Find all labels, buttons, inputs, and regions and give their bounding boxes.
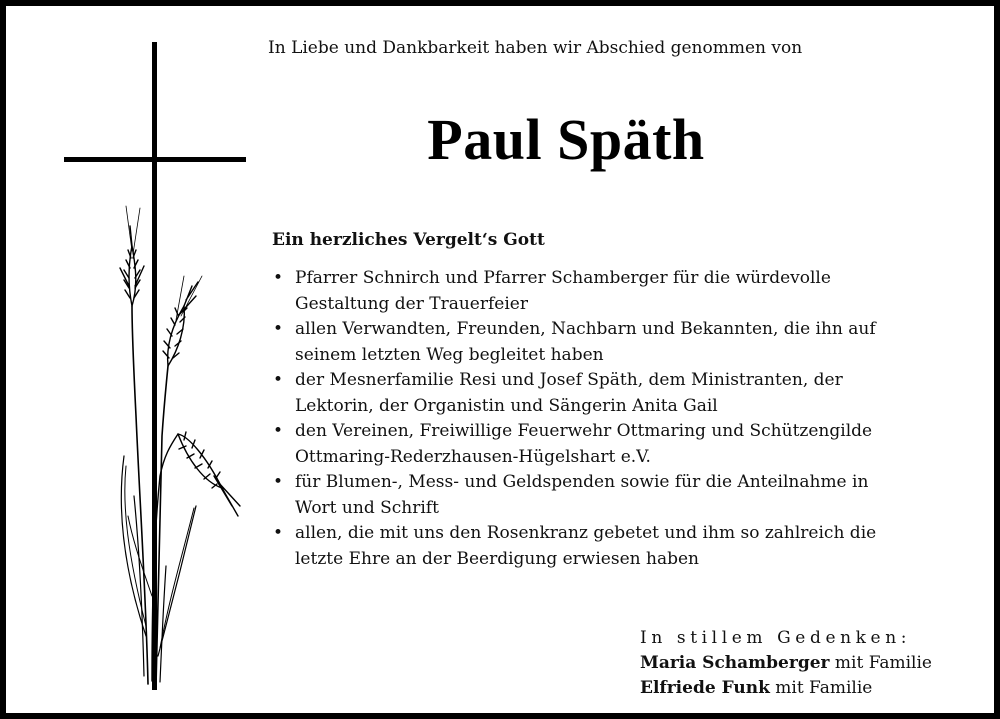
memory-line: In stillem Gedenken:: [640, 628, 912, 648]
signer-name: Elfriede Funk: [640, 678, 770, 698]
thanks-heading: Ein herzliches Vergelt‘s Gott: [272, 230, 545, 250]
list-item: [272, 368, 962, 419]
signer-line: [640, 651, 970, 676]
cross-icon: [64, 42, 246, 690]
thanks-list: [272, 266, 962, 572]
list-item-line: für Blumen-, Mess- und Geldspenden sowie für die Anteilnahme in: [295, 472, 869, 492]
list-item: [272, 419, 962, 470]
list-item-line: Pfarrer Schnirch und Pfarrer Schamberger für die würdevolle: [295, 268, 831, 288]
list-item-line: letzte Ehre an der Beerdigung erwiesen haben: [295, 548, 699, 569]
list-item-line: seinem letzten Weg begleitet haben: [295, 344, 604, 365]
list-item-line: allen Verwandten, Freunden, Nachbarn und Bekannten, die ihn auf: [295, 319, 876, 339]
list-item-line: Lektorin, der Organistin und Sängerin Anita Gail: [295, 395, 718, 416]
list-item-line: Wort und Schrift: [295, 497, 439, 518]
list-item-line: Gestaltung der Trauerfeier: [295, 293, 528, 314]
list-item-line: der Mesnerfamilie Resi und Josef Späth, dem Ministranten, der: [295, 370, 843, 390]
signer-suffix: mit Familie: [829, 653, 932, 673]
cross-with-wheat-illustration: [56, 36, 256, 696]
list-item: [272, 266, 962, 317]
closing-block: [640, 626, 970, 701]
list-item-line: den Vereinen, Freiwillige Feuerwehr Ottmaring und Schützengilde: [295, 421, 873, 441]
list-item-line: allen, die mit uns den Rosenkranz gebetet und ihm so zahlreich die: [295, 523, 877, 543]
list-item: [272, 521, 962, 572]
signer-line: [640, 676, 970, 701]
intro-line: In Liebe und Dankbarkeit haben wir Abschied genommen von: [268, 38, 803, 58]
wheat-icon: [120, 206, 240, 686]
list-item: [272, 470, 962, 521]
list-item-line: Ottmaring-Rederzhausen-Hügelshart e.V.: [295, 446, 651, 467]
signer-name: Maria Schamberger: [640, 653, 830, 673]
list-item: [272, 317, 962, 368]
deceased-name: Paul Späth: [427, 107, 705, 172]
signer-suffix: mit Familie: [769, 678, 873, 698]
